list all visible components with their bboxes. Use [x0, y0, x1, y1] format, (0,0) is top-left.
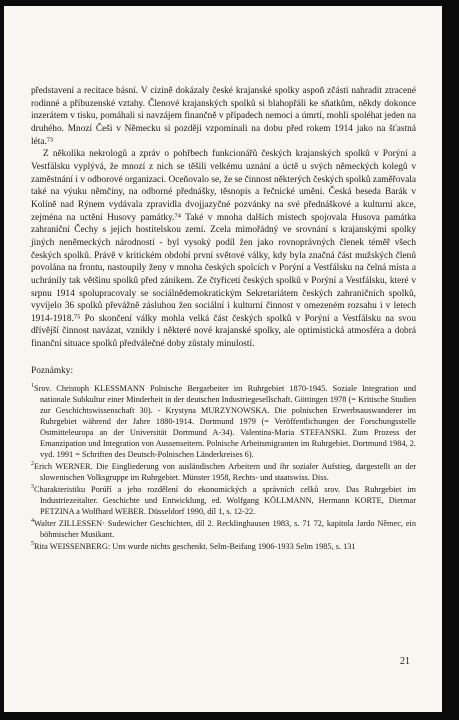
footnote-text: Walter ZILLESSEN· Sudewicher Geschichten, díl 2. Recklinghausen 1983, s. 71 72, kapitola Jardo Němec, ein böhmischer Musikant.: [34, 518, 416, 539]
footnote-mark: 3: [31, 484, 34, 491]
body-paragraph-1: představení a recitace básní. V cizině dokázaly české krajanské spolky aspoň zčásti nahradit ztracené rodinné a příbuzenské vztahy. Členové krajanských spolků si blahopřáli ke sňatkům, někdy dokonce inzerátem v tisku, pomáhali si navzájem finančně v případech nemoci a úmrtí, mohli spoléhat jeden na druhého. Mnozí Češi v Německu si později vzpomínali na dobu před rokem 1914 jako na šťastná léta.⁷³: [31, 86, 416, 147]
footnote-mark: 2: [31, 461, 34, 468]
footnote-text: Rita WEISSENBERG: Uns wurde nichts geschenkt. Selm-Beifang 1906-1933 Selm 1985, s. 131: [34, 541, 356, 551]
body-paragraph-2: Z několika nekrologů a zpráv o pohřbech funkcionářů českých krajanských spolků v Porýní a Vestfálsku vyplývá, že mnozí z nich se těšili velkému uznání a úctě u svých německých kolegů v zaměstnání i v odborové organizaci. Oceňovalo se, že se činnost některých českých spolků zaměřovala také na výuku němčiny, na odborné přednášky, těsnopis a řečnické umění. Česká beseda Barák v Kolíně nad Rýnem vydávala zpravidla dvojjazyčné pozvánky na své přednáškové a kulturní akce, zejména na uctění Husovy památky.⁷⁴ Také v mnoha dalších místech spojovala Husova památka zahraniční Čechy s jejich hostitelskou zemí. Zcela mimořádný ve srovnání s krajanskými spolky jiných neněmeckých národností - byl vysoký podíl žen jako rovnoprávných členek téměř všech českých spolků. Právě v kritickém období první světové války, kdy byla značná část mužských členů povolána na frontu, nastoupily ženy v mnoha českých spolcích v Porýní a Vestfálsku na čelná místa a uchránily tak většinu spolků před zánikem. Ze čtyřiceti českých spolků v Porýní a Vestfálsku, které v srpnu 1914 spolupracovaly se sociálnědemokratickým Sekretariátem českých zahraničních spolků, vyvíjelo 36 spolků převážně zásluhou žen sociální i kulturní činnost v omezeném rozsahu i v letech 1914-1918.⁷⁵ Po skončení války mohla velká část českých spolků v Porýní a Vestfálsku na svou dřívější činnost navázat, vznikly i některé nové krajanské spolky, ale optimistická atmosféra a dobrá finanční situace spolků předválečné doby zůstaly minulostí.: [31, 149, 416, 350]
footnote-3: [31, 484, 416, 517]
footnote-text: Erich WERNER. Die Eingliederung von ausländischen Arbeitern und ihr sozialer Aufstieg, dargestellt an der slowenischen Volksgruppe im Ruhrgebiet. Münster 1958, Rechts- und staatswiss. Diss.: [34, 461, 416, 482]
footnote-mark: 4: [31, 518, 34, 525]
footnote-text: Charakteristiku Porúří a jeho rozdělení do ekonomických a správních celků srov. Das Ruhrgebiet im Industriezeitalter. Geschichte und Entwicklung, ed. Wolfgang KÖLLMANN, Hermann KORTE, Dietmar PETZINA a Wolfhard WEBER. Düsseldorf 1990, díl 1, s. 12-22.: [34, 484, 416, 516]
page-number: 21: [400, 656, 410, 667]
footnote-text: Srov. Christoph KLESSMANN Polnische Bergarbeiter im Ruhrgebiet 1870-1945. Soziale Integration und nationale Subkultur einer Minderheit in der deutschen Industriegesellschaft. Göttingen 1978 (= Kritische Studien zur Geschichtswissenschaft 30). - Krystyna MURZYNOWSKA. Die polnischen Erwerbsauswanderer im Ruhrgebiet während der Jahre 1880-1914. Dortmund 1979 (= Veröffentlichungen der Forschungsstelle Ostmitteleuropa an der Universität Dortmund A-34). Valentina-Maria STEFANSKI. Zum Prozess der Emanzipation und Integration von Aussenseitern. Polnische Arbeitsmigranten im Ruhrgebiet. Dortmund 1984, 2. vyd. 1991 = Schriften des Deutsch-Polnischen Länderkreises 6).: [34, 383, 416, 459]
footnote-2: [31, 461, 416, 483]
footnote-4: [31, 518, 416, 540]
page-content: [31, 85, 416, 553]
footnote-mark: 1: [31, 383, 34, 390]
footnote-1: [31, 383, 416, 460]
book-page: [4, 6, 442, 712]
footnote-mark: 5: [31, 541, 34, 548]
notes-heading: Poznámky:: [31, 365, 74, 376]
footnote-5: [31, 541, 416, 552]
